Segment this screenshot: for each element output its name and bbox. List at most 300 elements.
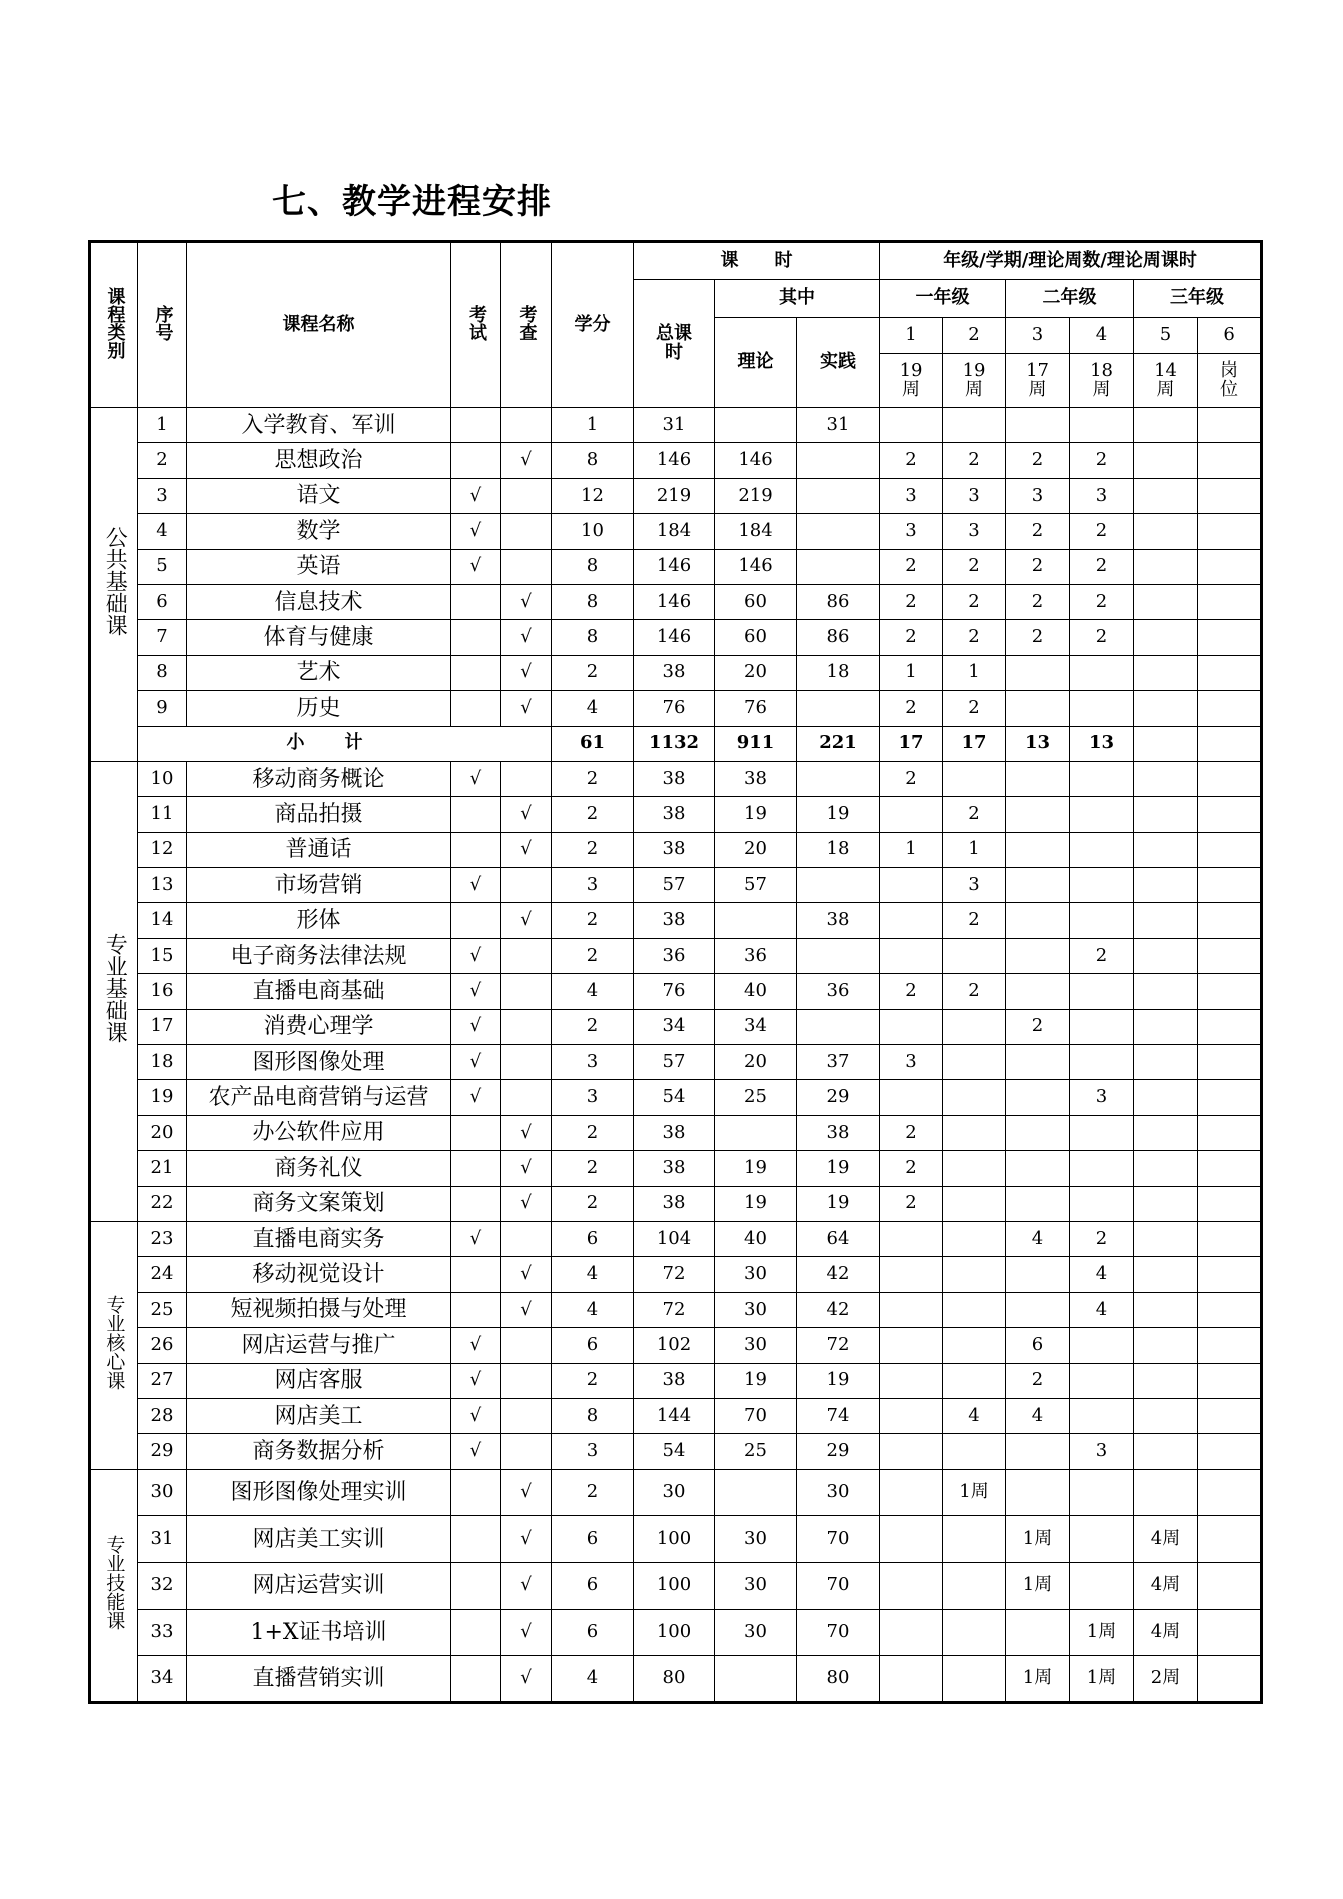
cell-seq: 12 <box>138 832 187 867</box>
cell-check: √ <box>501 691 552 726</box>
cell-exam: √ <box>451 1398 501 1433</box>
cell-credits: 2 <box>552 938 634 973</box>
cell-practice: 19 <box>797 797 880 832</box>
cell-t2: 2 <box>943 549 1006 584</box>
cell-t6 <box>1198 1115 1262 1150</box>
cell-credits: 8 <box>552 1398 634 1433</box>
cell-credits: 1 <box>552 408 634 443</box>
cell-t5 <box>1134 1257 1198 1292</box>
cell-name: 普通话 <box>187 832 451 867</box>
cell-credits: 6 <box>552 1609 634 1656</box>
cell-practice <box>797 478 880 513</box>
cell-t5 <box>1134 408 1198 443</box>
cell-name: 形体 <box>187 903 451 938</box>
cell-seq: 27 <box>138 1363 187 1398</box>
table-row <box>90 584 1262 619</box>
cell-t2 <box>943 1080 1006 1115</box>
header-weeks: 19周 <box>880 354 943 408</box>
cell-t2: 4 <box>943 1398 1006 1433</box>
cell-t2 <box>943 1257 1006 1292</box>
cell-theory: 19 <box>715 1151 797 1186</box>
cell-check: √ <box>501 620 552 655</box>
cell-practice: 18 <box>797 655 880 690</box>
cell-t1: 2 <box>880 1115 943 1150</box>
cell-credits: 3 <box>552 868 634 903</box>
cell-t4 <box>1070 1328 1134 1363</box>
cell-check: √ <box>501 584 552 619</box>
cell-name: 网店客服 <box>187 1363 451 1398</box>
category-cell <box>90 408 138 762</box>
cell-t6 <box>1198 1609 1262 1656</box>
cell-t1 <box>880 1292 943 1327</box>
cell-t3: 2 <box>1006 584 1070 619</box>
cell-t2: 2 <box>943 584 1006 619</box>
cell-name: 思想政治 <box>187 443 451 478</box>
cell-t1: 3 <box>880 514 943 549</box>
cell-exam: √ <box>451 478 501 513</box>
header-credits: 学分 <box>552 242 634 408</box>
header-term: 2 <box>943 318 1006 354</box>
cell-credits: 2 <box>552 655 634 690</box>
cell-seq: 1 <box>138 408 187 443</box>
cell-credits: 2 <box>552 1151 634 1186</box>
cell-practice <box>797 1009 880 1044</box>
cell-credits: 4 <box>552 1292 634 1327</box>
cell-seq: 29 <box>138 1434 187 1469</box>
table-row <box>90 903 1262 938</box>
cell-total: 144 <box>634 1398 715 1433</box>
cell-seq: 30 <box>138 1469 187 1516</box>
cell-practice: 19 <box>797 1151 880 1186</box>
cell-practice <box>797 514 880 549</box>
cell-t6 <box>1198 974 1262 1009</box>
cell-practice: 80 <box>797 1656 880 1703</box>
cell-theory: 70 <box>715 1398 797 1433</box>
table-row <box>90 691 1262 726</box>
cell-t4: 2 <box>1070 443 1134 478</box>
cell-t4: 1周 <box>1070 1609 1134 1656</box>
cell-name: 办公软件应用 <box>187 1115 451 1150</box>
cell-seq: 17 <box>138 1009 187 1044</box>
cell-t4: 2 <box>1070 514 1134 549</box>
cell-check <box>501 1398 552 1433</box>
cell-practice: 29 <box>797 1080 880 1115</box>
cell-t3 <box>1006 832 1070 867</box>
cell-total: 100 <box>634 1562 715 1609</box>
category-cell <box>90 761 138 1221</box>
cell-name: 商务礼仪 <box>187 1151 451 1186</box>
cell-check <box>501 1080 552 1115</box>
cell-t4: 4 <box>1070 1292 1134 1327</box>
table-row <box>90 797 1262 832</box>
cell-t4: 1周 <box>1070 1656 1134 1703</box>
cell-theory <box>715 408 797 443</box>
cell-exam: √ <box>451 974 501 1009</box>
table-row <box>90 1434 1262 1469</box>
cell-t1: 1 <box>880 655 943 690</box>
cell-t1 <box>880 1398 943 1433</box>
cell-practice: 64 <box>797 1221 880 1256</box>
cell-t5 <box>1134 1363 1198 1398</box>
cell-t5: 4周 <box>1134 1516 1198 1563</box>
cell-practice: 86 <box>797 620 880 655</box>
cell-total: 146 <box>634 584 715 619</box>
cell-exam <box>451 903 501 938</box>
cell-practice: 70 <box>797 1562 880 1609</box>
cell-seq: 13 <box>138 868 187 903</box>
table-row <box>90 620 1262 655</box>
cell-name: 数学 <box>187 514 451 549</box>
cell-t5 <box>1134 832 1198 867</box>
cell-t1 <box>880 1434 943 1469</box>
cell-theory: 38 <box>715 761 797 796</box>
header-term: 5 <box>1134 318 1198 354</box>
cell-check: √ <box>501 1562 552 1609</box>
header-term: 4 <box>1070 318 1134 354</box>
cell-theory: 19 <box>715 797 797 832</box>
cell-t4 <box>1070 1045 1134 1080</box>
cell-credits: 6 <box>552 1516 634 1563</box>
cell-total: 57 <box>634 1045 715 1080</box>
cell-t1: 2 <box>880 549 943 584</box>
cell-exam <box>451 1562 501 1609</box>
table-row <box>90 408 1262 443</box>
cell-t2 <box>943 1115 1006 1150</box>
table-row <box>90 1186 1262 1221</box>
cell-t6 <box>1198 1562 1262 1609</box>
table-row <box>90 1516 1262 1563</box>
cell-name: 艺术 <box>187 655 451 690</box>
cell-t5 <box>1134 514 1198 549</box>
cell-practice: 72 <box>797 1328 880 1363</box>
cell-exam <box>451 1656 501 1703</box>
cell-t2: 2 <box>943 691 1006 726</box>
cell-t1: 2 <box>880 1186 943 1221</box>
cell-t5 <box>1134 1115 1198 1150</box>
table-row <box>90 1045 1262 1080</box>
cell-t2 <box>943 761 1006 796</box>
table-row <box>90 1080 1262 1115</box>
cell-check: √ <box>501 1469 552 1516</box>
cell-t3: 4 <box>1006 1398 1070 1433</box>
cell-practice: 38 <box>797 903 880 938</box>
cell-t5: 4周 <box>1134 1562 1198 1609</box>
cell-t2: 3 <box>943 478 1006 513</box>
cell-check: √ <box>501 443 552 478</box>
table-row <box>90 1469 1262 1516</box>
cell-total: 38 <box>634 1363 715 1398</box>
cell-t6 <box>1198 584 1262 619</box>
cell-theory <box>715 1656 797 1703</box>
cell-total: 38 <box>634 797 715 832</box>
cell-exam: √ <box>451 938 501 973</box>
cell-seq: 24 <box>138 1257 187 1292</box>
cell-t3 <box>1006 1115 1070 1150</box>
cell-total: 76 <box>634 691 715 726</box>
cell-t3: 2 <box>1006 1363 1070 1398</box>
subtotal-t3: 13 <box>1006 726 1070 761</box>
cell-t2: 2 <box>943 443 1006 478</box>
cell-t5 <box>1134 1221 1198 1256</box>
cell-total: 72 <box>634 1292 715 1327</box>
cell-name: 网店美工 <box>187 1398 451 1433</box>
cell-t5 <box>1134 938 1198 973</box>
cell-t2 <box>943 1292 1006 1327</box>
header-weeks: 18周 <box>1070 354 1134 408</box>
cell-total: 104 <box>634 1221 715 1256</box>
cell-name: 直播营销实训 <box>187 1656 451 1703</box>
cell-seq: 2 <box>138 443 187 478</box>
cell-t5 <box>1134 1434 1198 1469</box>
cell-seq: 16 <box>138 974 187 1009</box>
cell-t4 <box>1070 655 1134 690</box>
cell-t3 <box>1006 1609 1070 1656</box>
cell-seq: 26 <box>138 1328 187 1363</box>
cell-seq: 32 <box>138 1562 187 1609</box>
table-row <box>90 1398 1262 1433</box>
header-weeks: 19周 <box>943 354 1006 408</box>
header-weeks: 17周 <box>1006 354 1070 408</box>
cell-seq: 7 <box>138 620 187 655</box>
cell-t1 <box>880 1328 943 1363</box>
cell-credits: 10 <box>552 514 634 549</box>
cell-exam <box>451 1151 501 1186</box>
cell-credits: 8 <box>552 620 634 655</box>
cell-check: √ <box>501 1257 552 1292</box>
cell-credits: 8 <box>552 443 634 478</box>
cell-t4: 3 <box>1070 1434 1134 1469</box>
cell-total: 38 <box>634 1186 715 1221</box>
cell-check: √ <box>501 1516 552 1563</box>
cell-name: 移动商务概论 <box>187 761 451 796</box>
cell-theory: 36 <box>715 938 797 973</box>
cell-theory: 20 <box>715 1045 797 1080</box>
cell-theory: 40 <box>715 1221 797 1256</box>
cell-t1 <box>880 1221 943 1256</box>
cell-exam <box>451 408 501 443</box>
cell-t5 <box>1134 903 1198 938</box>
cell-total: 38 <box>634 761 715 796</box>
cell-name: 入学教育、军训 <box>187 408 451 443</box>
cell-t6 <box>1198 832 1262 867</box>
cell-t5 <box>1134 1009 1198 1044</box>
cell-t3: 2 <box>1006 620 1070 655</box>
cell-seq: 23 <box>138 1221 187 1256</box>
cell-seq: 8 <box>138 655 187 690</box>
cell-t4 <box>1070 1562 1134 1609</box>
cell-seq: 11 <box>138 797 187 832</box>
cell-check: √ <box>501 1115 552 1150</box>
cell-t1 <box>880 1656 943 1703</box>
table-row <box>90 761 1262 796</box>
cell-t3 <box>1006 1151 1070 1186</box>
cell-t3 <box>1006 974 1070 1009</box>
cell-total: 38 <box>634 655 715 690</box>
cell-total: 184 <box>634 514 715 549</box>
cell-t6 <box>1198 620 1262 655</box>
cell-t4 <box>1070 832 1134 867</box>
cell-practice <box>797 938 880 973</box>
cell-exam <box>451 1292 501 1327</box>
cell-t2: 1周 <box>943 1469 1006 1516</box>
cell-t1: 2 <box>880 584 943 619</box>
cell-t2 <box>943 1656 1006 1703</box>
cell-exam <box>451 1516 501 1563</box>
cell-theory: 60 <box>715 620 797 655</box>
cell-total: 38 <box>634 832 715 867</box>
cell-credits: 4 <box>552 1656 634 1703</box>
cell-theory <box>715 903 797 938</box>
cell-check: √ <box>501 797 552 832</box>
header-seq: 序号 <box>138 242 187 408</box>
subtotal-t1: 17 <box>880 726 943 761</box>
cell-t5 <box>1134 761 1198 796</box>
cell-t1: 2 <box>880 761 943 796</box>
cell-t4: 4 <box>1070 1257 1134 1292</box>
cell-t1: 2 <box>880 691 943 726</box>
cell-theory: 30 <box>715 1257 797 1292</box>
cell-t3 <box>1006 1257 1070 1292</box>
cell-t6 <box>1198 1469 1262 1516</box>
cell-name: 农产品电商营销与运营 <box>187 1080 451 1115</box>
cell-t5 <box>1134 478 1198 513</box>
cell-check: √ <box>501 1186 552 1221</box>
table-row <box>90 443 1262 478</box>
cell-t1 <box>880 408 943 443</box>
cell-exam: √ <box>451 1221 501 1256</box>
cell-total: 100 <box>634 1609 715 1656</box>
cell-seq: 6 <box>138 584 187 619</box>
cell-t3: 1周 <box>1006 1516 1070 1563</box>
header-among: 其中 <box>715 280 880 318</box>
cell-exam: √ <box>451 1363 501 1398</box>
cell-t6 <box>1198 1516 1262 1563</box>
cell-t1: 2 <box>880 620 943 655</box>
table-row <box>90 655 1262 690</box>
cell-name: 商品拍摄 <box>187 797 451 832</box>
cell-t1: 2 <box>880 1151 943 1186</box>
cell-practice: 29 <box>797 1434 880 1469</box>
header-total-hours: 总课时 <box>634 280 715 408</box>
cell-seq: 22 <box>138 1186 187 1221</box>
cell-theory: 30 <box>715 1562 797 1609</box>
cell-t5 <box>1134 1328 1198 1363</box>
cell-check <box>501 514 552 549</box>
cell-t5 <box>1134 974 1198 1009</box>
cell-check <box>501 408 552 443</box>
cell-name: 图形图像处理 <box>187 1045 451 1080</box>
cell-t5: 2周 <box>1134 1656 1198 1703</box>
subtotal-theory: 911 <box>715 726 797 761</box>
cell-t2: 3 <box>943 868 1006 903</box>
page-title: 七、教学进程安排 <box>272 182 552 222</box>
cell-theory: 219 <box>715 478 797 513</box>
cell-theory: 19 <box>715 1186 797 1221</box>
cell-exam: √ <box>451 868 501 903</box>
cell-t3 <box>1006 797 1070 832</box>
cell-name: 网店运营与推广 <box>187 1328 451 1363</box>
table-row <box>90 1363 1262 1398</box>
cell-t6 <box>1198 1656 1262 1703</box>
cell-check: √ <box>501 1292 552 1327</box>
cell-t4: 2 <box>1070 549 1134 584</box>
cell-t6 <box>1198 938 1262 973</box>
cell-t3: 6 <box>1006 1328 1070 1363</box>
cell-t5 <box>1134 1186 1198 1221</box>
cell-t1: 1 <box>880 832 943 867</box>
cell-practice: 19 <box>797 1186 880 1221</box>
cell-t6 <box>1198 549 1262 584</box>
cell-t3 <box>1006 1186 1070 1221</box>
cell-seq: 14 <box>138 903 187 938</box>
cell-credits: 2 <box>552 1469 634 1516</box>
cell-name: 1+X证书培训 <box>187 1609 451 1656</box>
cell-check <box>501 974 552 1009</box>
cell-seq: 34 <box>138 1656 187 1703</box>
cell-t3: 2 <box>1006 549 1070 584</box>
cell-credits: 3 <box>552 1045 634 1080</box>
cell-check <box>501 1221 552 1256</box>
cell-check <box>501 868 552 903</box>
cell-name: 网店运营实训 <box>187 1562 451 1609</box>
cell-t4: 2 <box>1070 938 1134 973</box>
cell-t3 <box>1006 691 1070 726</box>
table-row <box>90 1609 1262 1656</box>
subtotal-t2: 17 <box>943 726 1006 761</box>
table-row <box>90 549 1262 584</box>
cell-t6 <box>1198 1292 1262 1327</box>
cell-exam: √ <box>451 549 501 584</box>
cell-t6 <box>1198 903 1262 938</box>
category-cell <box>90 1469 138 1702</box>
cell-t1 <box>880 938 943 973</box>
cell-t1: 3 <box>880 478 943 513</box>
cell-t4 <box>1070 1009 1134 1044</box>
cell-check: √ <box>501 903 552 938</box>
cell-credits: 2 <box>552 1115 634 1150</box>
cell-t3 <box>1006 868 1070 903</box>
cell-check: √ <box>501 1656 552 1703</box>
table-row <box>90 1151 1262 1186</box>
cell-t6 <box>1198 655 1262 690</box>
cell-seq: 18 <box>138 1045 187 1080</box>
cell-t3: 2 <box>1006 443 1070 478</box>
cell-credits: 2 <box>552 1363 634 1398</box>
header-theory: 理论 <box>715 318 797 408</box>
cell-theory: 76 <box>715 691 797 726</box>
cell-t3 <box>1006 1292 1070 1327</box>
cell-t4: 2 <box>1070 620 1134 655</box>
cell-credits: 4 <box>552 974 634 1009</box>
header-grade-span: 年级/学期/理论周数/理论周课时 <box>880 242 1262 280</box>
cell-practice: 37 <box>797 1045 880 1080</box>
cell-t2 <box>943 1516 1006 1563</box>
table-row <box>90 1656 1262 1703</box>
cell-check <box>501 1045 552 1080</box>
cell-name: 电子商务法律法规 <box>187 938 451 973</box>
cell-t4 <box>1070 1363 1134 1398</box>
subtotal-total: 1132 <box>634 726 715 761</box>
header-term: 6 <box>1198 318 1262 354</box>
cell-t2 <box>943 1045 1006 1080</box>
cell-t5 <box>1134 549 1198 584</box>
cell-t5 <box>1134 1292 1198 1327</box>
cell-t1: 2 <box>880 974 943 1009</box>
cell-t4 <box>1070 1516 1134 1563</box>
cell-exam <box>451 797 501 832</box>
cell-name: 语文 <box>187 478 451 513</box>
cell-t3 <box>1006 1080 1070 1115</box>
